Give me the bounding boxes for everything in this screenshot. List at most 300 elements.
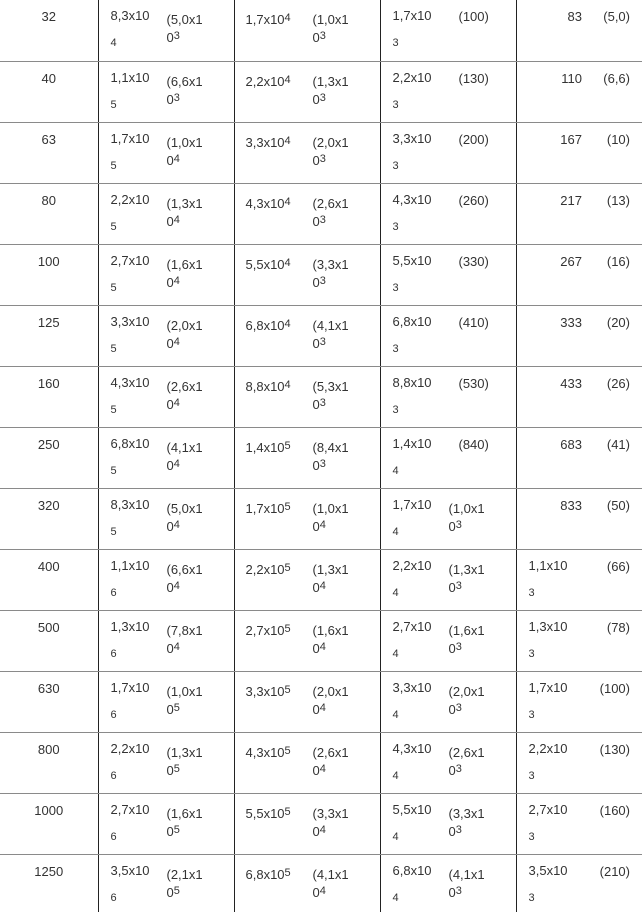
cell-col1 [98,305,234,366]
cell-col3 [380,122,516,183]
col1-value-exponent: 5 [110,220,117,233]
col1-value-exponent: 5 [110,464,117,477]
col1-value-mantissa: 1,7x10 [110,679,150,695]
col3-value-exponent: 3 [392,159,399,172]
cell-col4 [516,305,642,366]
cell-dn [0,793,98,854]
table-row [0,793,642,854]
col1-value-exponent: 5 [110,159,117,172]
col4-value-exponent: 3 [528,891,535,904]
table-row [0,427,642,488]
col3-value-mantissa: 1,7x10 [392,8,432,23]
col4-value [529,673,573,731]
col2-value [246,866,291,884]
cell-col4 [516,549,642,610]
cell-col2 [234,854,380,912]
cell-col3 [380,549,516,610]
col2-paren [313,622,355,658]
table-row [0,183,642,244]
cell-col1 [98,427,234,488]
cell-col3 [380,244,516,305]
cell-col4 [516,122,642,183]
col3-paren-exponent: 3 [455,701,462,714]
cell-col3 [380,610,516,671]
col2-paren-exponent: 3 [319,152,326,165]
col1-paren [167,195,209,231]
col4-value-exponent: 3 [528,708,535,721]
col2-value-mantissa: 6,8x10 [245,866,285,882]
col4-value: 833 [560,497,582,513]
col2-paren [313,73,355,109]
col4-paren: (16) [606,253,630,269]
col1-value [111,551,154,609]
col1-value [111,490,154,548]
col1-value-exponent: 5 [110,342,117,355]
col1-paren [167,439,209,475]
col4-value-mantissa: 2,7x10 [528,801,568,817]
col1-paren-mantissa: (1,3x10 [166,195,203,229]
col4-value-mantissa: 2,2x10 [528,740,568,756]
table-row [0,244,642,305]
col1-paren [167,805,209,841]
cell-col4 [516,244,642,305]
col1-paren-exponent: 5 [173,884,180,897]
cell-dn [0,427,98,488]
col1-paren [167,866,209,902]
cell-col1 [98,366,234,427]
table-row [0,610,642,671]
col3-value [393,185,436,243]
cell-col3 [380,61,516,122]
col4-value [529,856,573,912]
cell-col1 [98,854,234,912]
cell-col3 [380,793,516,854]
col1-value-mantissa: 3,3x10 [110,313,150,329]
col2-value-exponent: 5 [284,500,291,513]
col3-value-mantissa: 5,5x10 [392,801,432,817]
col2-paren-exponent: 4 [319,823,326,836]
col2-value-mantissa: 3,3x10 [245,683,285,699]
col4-value-exponent: 3 [528,586,535,599]
col2-value [246,256,291,274]
table-row [0,854,642,912]
col3-value-mantissa: 4,3x10 [392,740,432,756]
cell-dn [0,366,98,427]
col1-paren [167,256,209,292]
dn-value: 630 [37,680,60,696]
col1-value-mantissa: 2,7x10 [110,801,150,817]
col2-paren-exponent: 4 [319,701,326,714]
table-row [0,366,642,427]
dn-value: 80 [41,192,56,208]
cell-dn [0,0,98,61]
col3-value-mantissa: 3,3x10 [392,130,432,146]
dn-value: 400 [37,558,60,574]
col3-paren: (260) [458,192,489,208]
col2-value-exponent: 4 [284,134,291,147]
col4-value: 217 [560,192,582,208]
col2-value-exponent: 4 [284,12,291,24]
cell-col4 [516,793,642,854]
col3-paren-mantissa: (2,0x10 [448,683,485,717]
col3-value-exponent: 3 [392,220,399,233]
col4-value [529,795,573,853]
col3-value-exponent: 4 [392,464,399,477]
col3-paren-mantissa: (1,6x10 [448,622,485,656]
col1-value [111,246,154,304]
col2-paren [313,805,355,841]
dn-value: 32 [41,9,56,24]
col2-paren [313,744,355,780]
table-row [0,671,642,732]
cell-col1 [98,244,234,305]
cell-col1 [98,610,234,671]
col2-paren [313,378,355,414]
col1-paren-exponent: 4 [173,152,180,165]
col1-value [111,63,154,121]
col3-value-mantissa: 2,2x10 [392,69,432,85]
col1-paren-exponent: 3 [173,91,180,104]
col4-paren: (41) [606,436,630,452]
col2-value [246,622,291,640]
table-row [0,549,642,610]
col1-value-mantissa: 4,3x10 [110,374,150,390]
col3-value [393,368,436,426]
col1-paren [167,73,209,109]
col2-paren-exponent: 4 [319,640,326,653]
cell-col1 [98,732,234,793]
col2-paren-mantissa: (3,3x10 [312,805,349,839]
col2-value-mantissa: 5,5x10 [245,256,285,272]
col3-value [393,490,436,548]
col3-value [393,734,436,792]
col4-value: 333 [560,314,582,330]
col3-value [393,63,436,121]
col4-paren: (160) [599,802,630,818]
col4-value-mantissa: 1,7x10 [528,679,568,695]
col2-paren [313,134,355,170]
col2-paren-mantissa: (1,0x10 [312,500,349,534]
col3-paren-exponent: 3 [455,823,462,836]
col2-paren [313,256,355,292]
col1-value-mantissa: 2,7x10 [110,252,150,268]
cell-col2 [234,61,380,122]
col3-paren-mantissa: (1,0x10 [448,500,485,534]
col1-paren [167,500,209,536]
col1-paren-exponent: 5 [173,823,180,836]
col2-paren-mantissa: (2,6x10 [312,744,349,778]
dn-value: 100 [37,253,60,269]
table-row [0,488,642,549]
col2-value-mantissa: 4,3x10 [245,744,285,760]
cell-col2 [234,549,380,610]
col2-value-mantissa: 1,7x10 [245,12,285,27]
cell-col4 [516,854,642,912]
col1-value [111,429,154,487]
col1-value [111,368,154,426]
col1-value-mantissa: 2,2x10 [110,191,150,207]
col1-value-exponent: 6 [110,647,117,660]
col1-paren-mantissa: (5,0x10 [166,500,203,534]
col1-value-exponent: 5 [110,98,117,111]
col1-value [111,734,154,792]
col2-value [246,134,291,152]
cell-col3 [380,854,516,912]
cell-dn [0,671,98,732]
col3-paren-mantissa: (3,3x10 [448,805,485,839]
col2-paren-mantissa: (1,3x10 [312,561,349,595]
col4-value-exponent: 3 [528,769,535,782]
col3-paren-mantissa: (2,6x10 [448,744,485,778]
dn-value: 1000 [34,802,64,818]
cell-col4 [516,61,642,122]
col3-value-exponent: 4 [392,891,399,904]
col3-value-mantissa: 5,5x10 [392,252,432,268]
col2-value-exponent: 5 [284,866,291,879]
col3-value-exponent: 4 [392,830,399,843]
cell-col2 [234,610,380,671]
col3-paren: (840) [458,436,489,452]
col2-value-mantissa: 2,7x10 [245,622,285,638]
col1-value [111,673,154,731]
col1-value-mantissa: 8,3x10 [110,8,150,23]
col1-paren-exponent: 4 [173,457,180,470]
col3-value-mantissa: 1,7x10 [392,496,432,512]
col3-paren [449,744,491,780]
cell-col2 [234,183,380,244]
cell-col2 [234,0,380,61]
col3-value-mantissa: 4,3x10 [392,191,432,207]
col2-paren-exponent: 3 [319,396,326,409]
col2-value-mantissa: 6,8x10 [245,317,285,333]
cell-col2 [234,305,380,366]
col1-paren-mantissa: (6,6x10 [166,561,203,595]
table-row [0,732,642,793]
cell-col4 [516,671,642,732]
col3-paren-exponent: 3 [455,884,462,897]
cell-col4 [516,0,642,61]
cell-col3 [380,305,516,366]
col1-paren-exponent: 4 [173,518,180,531]
col2-value [246,683,291,701]
col4-value-mantissa: 3,5x10 [528,862,568,878]
col3-paren: (130) [458,70,489,86]
col2-value [246,378,291,396]
col2-paren [313,500,355,536]
cell-col3 [380,488,516,549]
col1-value-mantissa: 6,8x10 [110,435,150,451]
col2-paren-exponent: 4 [319,518,326,531]
col1-paren [167,378,209,414]
dn-value: 250 [37,436,60,452]
col1-value-mantissa: 1,1x10 [110,557,150,573]
col1-paren [167,561,209,597]
col4-paren: (13) [606,192,630,208]
col1-paren-exponent: 4 [173,579,180,592]
col1-value-mantissa: 8,3x10 [110,496,150,512]
col1-paren [167,744,209,780]
col2-value-exponent: 4 [284,73,291,86]
col3-value-mantissa: 2,7x10 [392,618,432,634]
dn-value: 160 [37,375,60,391]
col2-value [246,317,291,335]
col4-value-exponent: 3 [528,830,535,843]
col3-paren: (100) [458,9,489,24]
col2-paren-mantissa: (5,3x10 [312,378,349,412]
col1-value-exponent: 6 [110,891,117,904]
col3-value [393,673,436,731]
col1-value-exponent: 6 [110,586,117,599]
cell-col3 [380,0,516,61]
table-row [0,122,642,183]
col4-paren: (130) [599,741,630,757]
col3-paren [449,805,491,841]
col2-paren-exponent: 3 [319,274,326,287]
col1-paren-mantissa: (1,0x10 [166,134,203,168]
col1-paren [167,683,209,719]
cell-col1 [98,61,234,122]
col2-value [246,73,291,91]
cell-dn [0,61,98,122]
cell-dn [0,610,98,671]
col1-paren-exponent: 4 [173,640,180,653]
col4-value [529,734,573,792]
col1-value [111,856,154,912]
col1-paren-exponent: 5 [173,701,180,714]
col2-paren [313,683,355,719]
cell-col2 [234,488,380,549]
col2-value [246,500,291,518]
col2-paren-exponent: 4 [319,884,326,897]
col1-paren-mantissa: (1,3x10 [166,744,203,778]
col3-value-mantissa: 2,2x10 [392,557,432,573]
col4-value-mantissa: 1,3x10 [528,618,568,634]
col2-paren-mantissa: (8,4x10 [312,439,349,473]
col3-value [393,124,436,182]
col3-value [393,307,436,365]
col1-value [111,185,154,243]
col1-value-exponent: 6 [110,769,117,782]
col1-paren [167,622,209,658]
col3-value-exponent: 3 [392,98,399,111]
col3-value-mantissa: 6,8x10 [392,862,432,878]
col3-value-exponent: 4 [392,647,399,660]
col3-paren [449,622,491,658]
col3-paren: (200) [458,131,489,147]
col1-paren-exponent: 4 [173,274,180,287]
col3-value [393,795,436,853]
col2-paren [313,195,355,231]
col2-value-exponent: 5 [284,744,291,757]
col3-paren: (330) [458,253,489,269]
col2-paren-exponent: 3 [319,335,326,348]
col1-paren-mantissa: (4,1x10 [166,439,203,473]
col2-paren-mantissa: (3,3x10 [312,256,349,290]
col4-paren: (10) [606,131,630,147]
col2-paren-exponent: 3 [319,30,326,42]
col2-paren-mantissa: (4,1x10 [312,317,349,351]
col2-paren-exponent: 3 [319,213,326,226]
col4-paren: (5,0) [603,9,630,24]
cell-dn [0,183,98,244]
cell-col1 [98,0,234,61]
table-row [0,0,642,61]
col4-value: 110 [561,70,582,86]
col1-paren-mantissa: (2,1x10 [166,866,203,900]
col2-value-exponent: 4 [284,256,291,269]
col3-value-mantissa: 3,3x10 [392,679,432,695]
cell-col1 [98,671,234,732]
col2-paren-mantissa: (1,0x10 [312,12,349,45]
dn-value: 63 [41,131,56,147]
dn-value: 125 [37,314,60,330]
cell-dn [0,244,98,305]
col4-value [529,612,573,670]
col3-paren [449,683,491,719]
col2-paren [313,11,355,47]
col3-paren [449,866,491,902]
col3-paren: (530) [458,375,489,391]
col3-value-exponent: 3 [392,281,399,294]
col2-value-exponent: 4 [284,378,291,391]
col1-paren-mantissa: (7,8x10 [166,622,203,656]
col2-paren-exponent: 4 [319,762,326,775]
col1-paren-mantissa: (1,6x10 [166,256,203,290]
cell-col4 [516,488,642,549]
col2-value-mantissa: 4,3x10 [245,195,285,211]
col3-value-exponent: 4 [392,769,399,782]
col2-paren-exponent: 3 [319,457,326,470]
cell-col1 [98,183,234,244]
col3-paren-exponent: 3 [455,762,462,775]
col2-value-mantissa: 5,5x10 [245,805,285,821]
col2-paren-mantissa: (1,6x10 [312,622,349,656]
cell-col3 [380,732,516,793]
col2-paren-mantissa: (2,0x10 [312,134,349,168]
cell-col1 [98,793,234,854]
dn-value: 800 [37,741,60,757]
col3-value [393,246,436,304]
cell-col4 [516,366,642,427]
col2-value-mantissa: 1,4x10 [245,439,285,455]
dn-value: 1250 [34,863,64,879]
col2-paren [313,866,355,902]
col4-value [529,551,573,609]
col2-paren-exponent: 3 [319,91,326,104]
col1-paren-mantissa: (1,6x10 [166,805,203,839]
col4-value-mantissa: 1,1x10 [528,557,568,573]
col2-paren [313,561,355,597]
col3-value [393,429,436,487]
col3-paren: (410) [458,314,489,330]
cell-dn [0,549,98,610]
col3-value-exponent: 4 [392,525,399,538]
col3-paren-mantissa: (4,1x10 [448,866,485,900]
col3-value [393,1,436,59]
col2-paren-mantissa: (1,3x10 [312,73,349,107]
cell-dn [0,488,98,549]
col2-value [246,805,291,823]
col3-value [393,612,436,670]
col1-value [111,795,154,853]
cell-col1 [98,549,234,610]
dn-value: 40 [41,70,56,86]
col1-paren-mantissa: (2,6x10 [166,378,203,412]
col2-value-exponent: 5 [284,622,291,635]
cell-col4 [516,610,642,671]
col1-value [111,124,154,182]
cell-col2 [234,671,380,732]
